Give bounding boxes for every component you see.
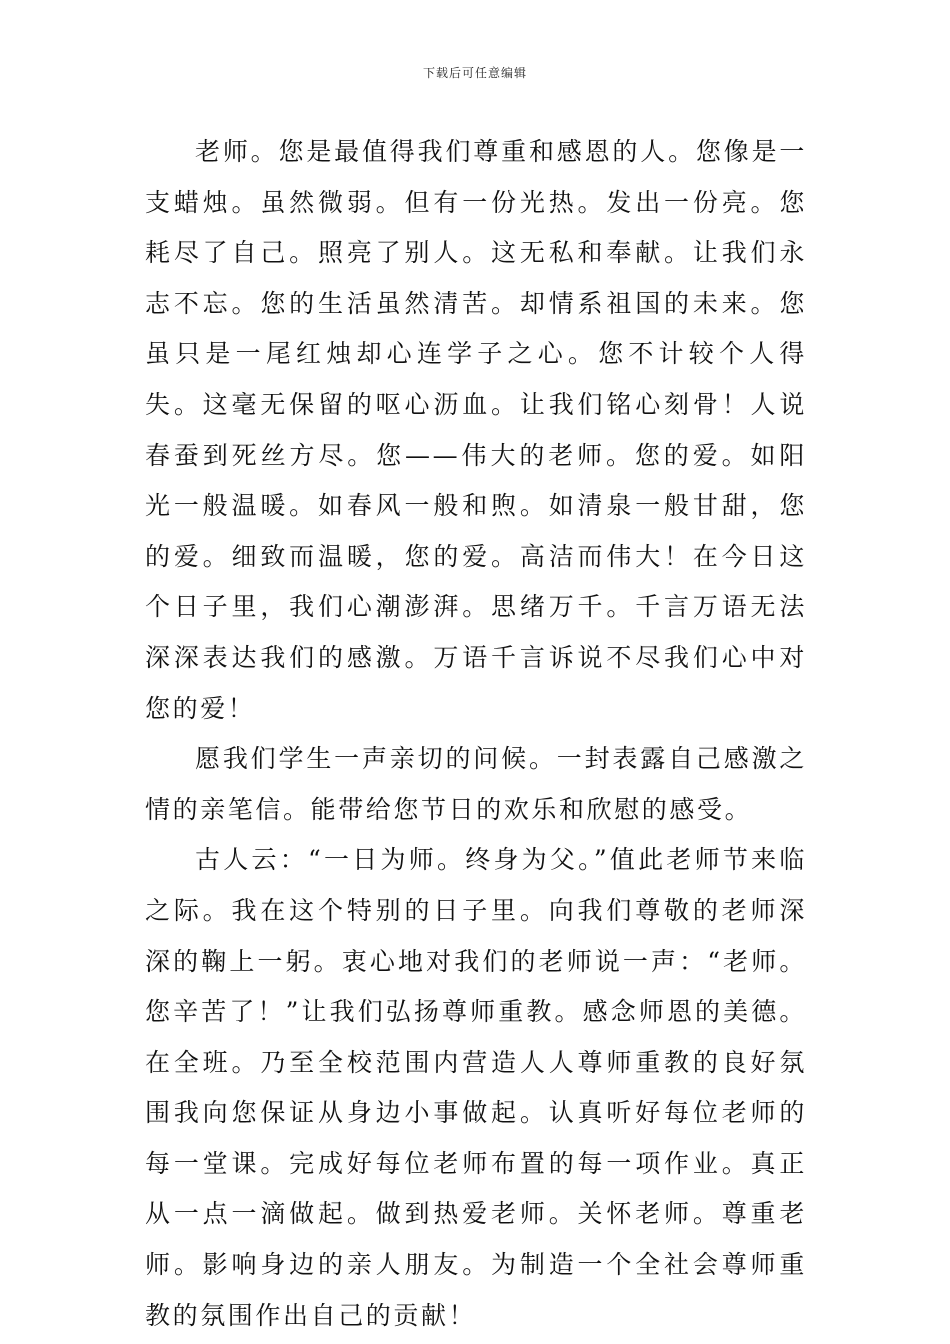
header-note: 下载后可任意编辑 [422, 66, 527, 80]
document-body [145, 127, 807, 1341]
paragraph-3: 古人云：“一日为师。终身为父。”值此老师节来临之际。我在这个特别的日子里。向我们尊敬的老师深深的鞠上一躬。衷心地对我们的老师说一声：“老师。您辛苦了！”让我们弘扬尊师重教。感念师恩的美德。在全班。乃至全校范围内营造人人尊师重教的良好氛围我向您保证从身边小事做起。认真听好每位老师的每一堂课。完成好每位老师布置的每一项作业。真正从一点一滴做起。做到热爱老师。关怀老师。尊重老师。影响身边的亲人朋友。为制造一个全社会尊师重教的氛围作出自己的贡献！ [145, 845, 807, 1330]
paragraph-1: 老师。您是最值得我们尊重和感恩的人。您像是一支蜡烛。虽然微弱。但有一份光热。发出一份亮。您耗尽了自己。照亮了别人。这无私和奉献。让我们永志不忘。您的生活虽然清苦。却情系祖国的未来。您虽只是一尾红烛却心连学子之心。您不计较个人得失。这毫无保留的呕心沥血。让我们铭心刻骨！人说春蚕到死丝方尽。您——伟大的老师。您的爱。如阳光一般温暖。如春风一般和煦。如清泉一般甘甜，您的爱。细致而温暖，您的爱。高洁而伟大！在今日这个日子里，我们心潮澎湃。思绪万千。千言万语无法深深表达我们的感激。万语千言诉说不尽我们心中对您的爱！ [145, 137, 807, 723]
paragraph-2: 愿我们学生一声亲切的问候。一封表露自己感激之情的亲笔信。能带给您节日的欢乐和欣慰的感受。 [145, 744, 807, 824]
